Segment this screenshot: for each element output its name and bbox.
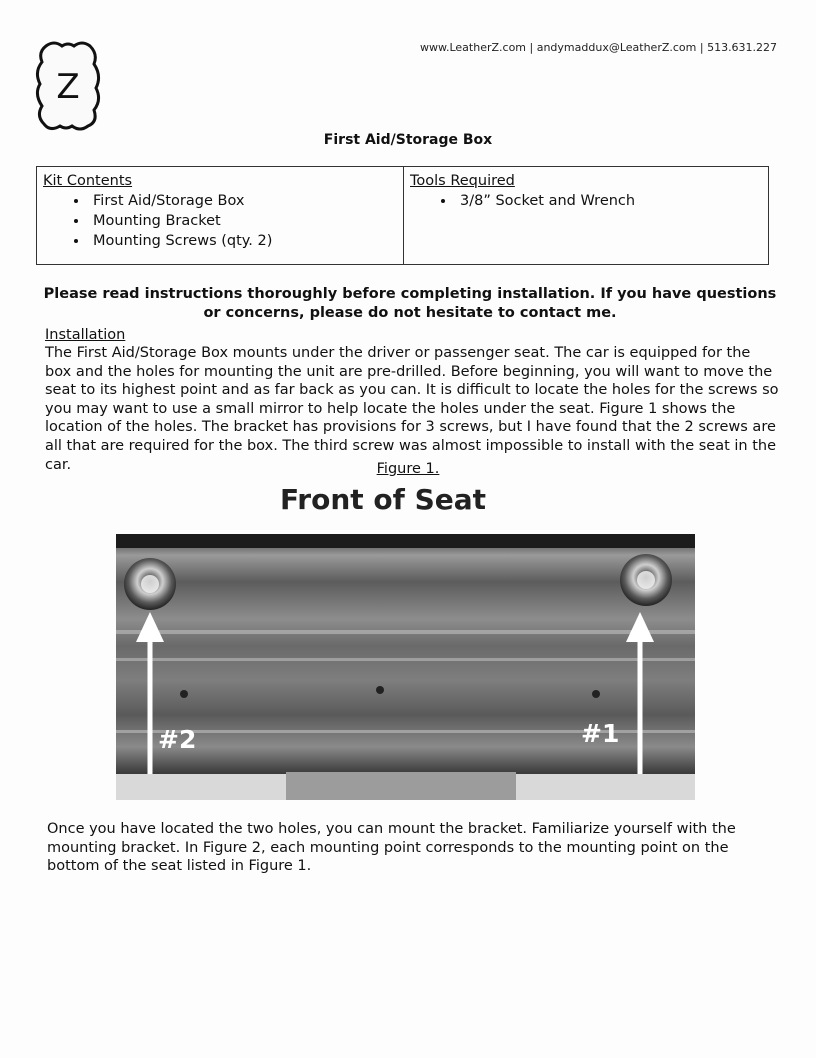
leather-hide-z-logo-icon bbox=[32, 38, 104, 134]
seat-underside-photo bbox=[116, 534, 695, 800]
photo-label-hole-1: #1 bbox=[581, 719, 620, 748]
tools-required-column bbox=[410, 171, 760, 211]
installation-body: The First Aid/Storage Box mounts under the driver or passenger seat. The car is equipped for the box and the holes for mounting the unit are pre-drilled. Before beginning, you will want to move the seat to its highest point and as far back as you can. It is difficult to locate the holes for the screws so you may want to use a small mirror to help locate the holes under the seat. Figure 1 shows the location of the holes. The bracket has provisions for 3 screws, but I have found that the 2 screws are all that are required for the box. The third screw was almost impossible to install with the seat in the car. bbox=[45, 345, 779, 473]
kit-contents-heading: Kit Contents bbox=[43, 173, 133, 189]
tools-required-heading: Tools Required bbox=[410, 173, 515, 189]
notice-text: Please read instructions thoroughly before completing installation. If you have questions or concerns, please do not hesitate to contact me. bbox=[43, 286, 777, 321]
tools-required-list bbox=[410, 191, 760, 211]
list-item: • 3/8” Socket and Wrench bbox=[456, 191, 760, 211]
installation-heading: Installation bbox=[45, 327, 126, 343]
contact-line: www.LeatherZ.com | andymaddux@LeatherZ.com | 513.631.227 bbox=[420, 41, 778, 54]
kit-contents-list bbox=[43, 191, 393, 251]
list-item: • Mounting Screws (qty. 2) bbox=[89, 231, 393, 251]
document-title: First Aid/Storage Box bbox=[323, 132, 493, 148]
photo-label-hole-2: #2 bbox=[158, 725, 197, 754]
list-item: • First Aid/Storage Box bbox=[89, 191, 393, 211]
kit-table bbox=[36, 166, 769, 265]
table-divider bbox=[403, 167, 404, 264]
figure-caption: Figure 1. bbox=[376, 461, 440, 477]
list-item: • Mounting Bracket bbox=[89, 211, 393, 231]
logo-letter: Z bbox=[56, 67, 80, 107]
kit-contents-column bbox=[43, 171, 393, 251]
after-figure-text: Once you have located the two holes, you can mount the bracket. Familiarize yourself with the mounting bracket. In Figure 2, each mounting point corresponds to the mounting point on the bottom of the seat listed in Figure 1. bbox=[47, 821, 736, 875]
figure-title: Front of Seat bbox=[279, 483, 487, 516]
